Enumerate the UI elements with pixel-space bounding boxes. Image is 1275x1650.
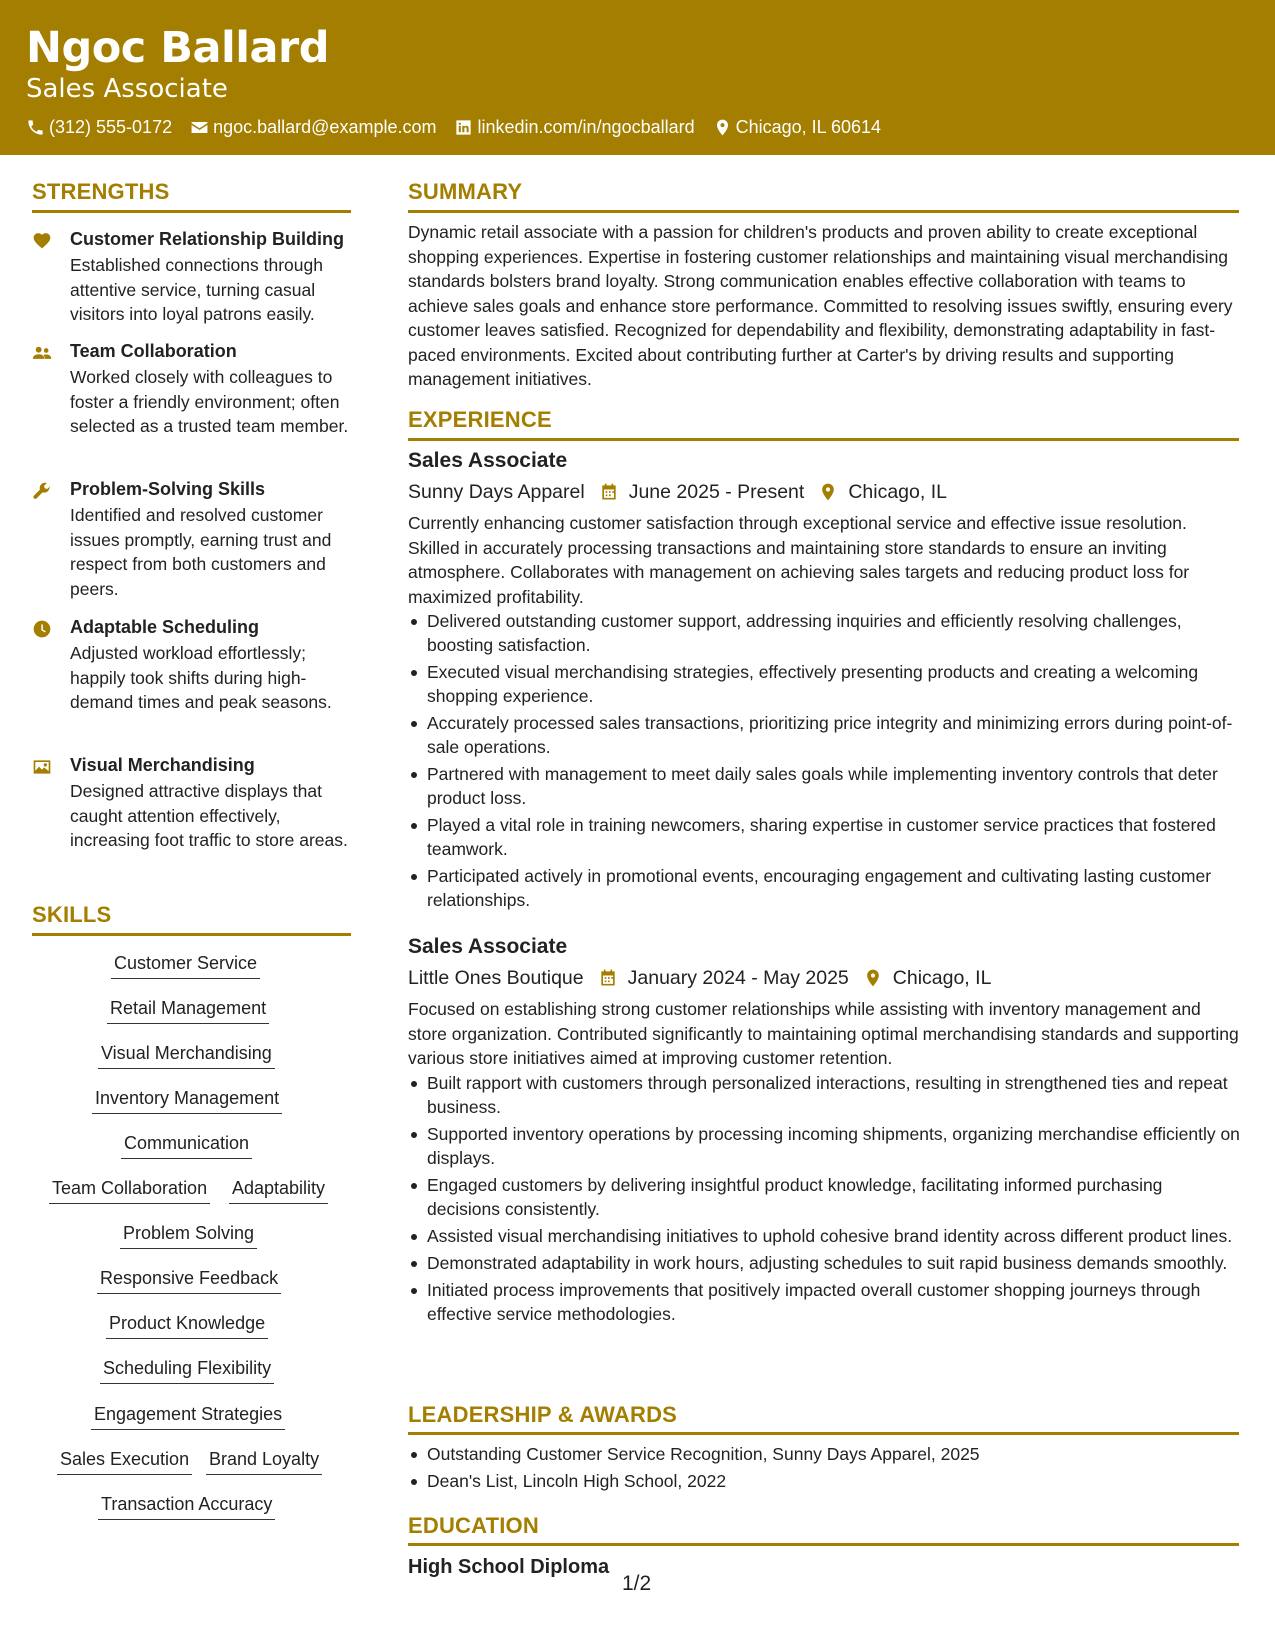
summary-heading: SUMMARY [408,179,523,204]
job-location: Chicago, IL [892,967,992,989]
phone-icon [26,118,45,137]
bullet-item: Executed visual merchandising strategies, effectively presenting products and creating a welcoming shopping experience. [408,660,1240,708]
strength-description: Worked closely with colleagues to foster a friendly environment; often selected as a trusted team member. [70,367,349,436]
job-dates: January 2024 - May 2025 [627,967,849,989]
section-divider [408,210,1239,213]
skill-tag: Adaptability [229,1176,328,1204]
job-bullets [408,609,1240,912]
page-number: 1/2 [622,1572,652,1595]
strength-title: Problem-Solving Skills [70,479,266,499]
awards-heading: LEADERSHIP & AWARDS [408,1402,678,1427]
education-degree: High School Diploma [408,1556,610,1578]
envelope-icon [190,118,209,137]
bullet-item: Built rapport with customers through personalized interactions, resulting in strengthened ties and repeat business. [408,1071,1240,1119]
job-company: Sunny Days Apparel [408,481,585,503]
skill-tag: Brand Loyalty [206,1447,322,1475]
contact-email[interactable] [190,115,436,139]
contact-bar [26,115,881,139]
bullet-item: Initiated process improvements that positively impacted overall customer shopping journeys through effective service methodologies. [408,1278,1240,1326]
location-pin-icon [863,968,883,988]
skill-tag: Responsive Feedback [97,1266,281,1294]
calendar-icon [598,968,618,988]
contact-text: Chicago, IL 60614 [735,117,882,137]
education-heading: EDUCATION [408,1513,539,1538]
job-meta [408,964,1240,992]
bullet-item: Accurately processed sales transactions, prioritizing price integrity and minimizing errors during point-of-sale operations. [408,711,1240,759]
strength-description: Adjusted workload effortlessly; happily took shifts during high-demand times and peak seasons. [70,643,332,712]
candidate-name: Ngoc Ballard [26,23,330,73]
skill-tag: Customer Service [111,951,260,979]
strengths-heading: STRENGTHS [32,179,170,204]
clock-icon [32,619,54,639]
contact-phone[interactable] [26,115,172,139]
skill-tag: Scheduling Flexibility [100,1356,274,1384]
job-title: Sales Associate [408,449,568,472]
bullet-item: Partnered with management to meet daily sales goals while implementing inventory controls that deter product loss. [408,762,1240,810]
location-pin-icon [818,482,838,502]
skill-tag: Engagement Strategies [91,1402,285,1430]
bullet-item: Participated actively in promotional events, encouraging engagement and cultivating lasting customer relationships. [408,864,1240,912]
linkedin-icon [454,118,473,137]
section-divider [408,438,1239,441]
job-location: Chicago, IL [848,481,947,503]
contact-text: (312) 555-0172 [49,117,173,137]
section-divider [32,210,351,213]
calendar-icon [599,482,619,502]
job-bullets [408,1071,1240,1326]
section-divider [408,1432,1239,1435]
skill-tag: Retail Management [107,996,269,1024]
bullet-item: Played a vital role in training newcomers, sharing expertise in customer service practices that fostered teamwork. [408,813,1240,861]
job-company: Little Ones Boutique [408,967,584,989]
contact-location [713,115,881,139]
section-divider [408,1543,1239,1546]
header-banner [0,0,1275,155]
strength-title: Team Collaboration [70,341,237,361]
award-item: Dean's List, Lincoln High School, 2022 [408,1469,1240,1493]
award-item: Outstanding Customer Service Recognition, Sunny Days Apparel, 2025 [408,1442,1240,1466]
job-meta [408,478,1240,506]
heart-icon [32,231,54,251]
awards-list [408,1442,1240,1493]
candidate-role: Sales Associate [26,74,228,104]
job-title: Sales Associate [408,935,568,958]
strength-description: Identified and resolved customer issues promptly, earning trust and respect from both customers and peers. [70,505,332,599]
bullet-item: Delivered outstanding customer support, addressing inquiries and efficiently resolving challenges, boosting satisfaction. [408,609,1240,657]
contact-text: linkedin.com/in/ngocballard [477,117,695,137]
image-icon [32,757,54,777]
strength-title: Customer Relationship Building [70,229,345,249]
summary-text: Dynamic retail associate with a passion for children's products and proven ability to create exceptional shopping experiences. Expertise in fostering customer relationships and maintaining visual merchandising standards bolsters brand loyalty. Strong communication enables effective collaboration with teams to achieve sales goals and enhance store performance. Committed to resolving issues swiftly, ensuring every customer leaves satisfied. Recognized for dependability and flexibility, demonstrating adaptability in fast-paced environments. Excited about contributing further at Carter's by driving results and supporting management initiatives. [408,222,1233,389]
skill-tag: Sales Execution [57,1447,192,1475]
bullet-item: Supported inventory operations by processing incoming shipments, organizing merchandise efficiently on displays. [408,1122,1240,1170]
location-pin-icon [713,118,732,137]
skill-tag: Product Knowledge [106,1311,268,1339]
job-entry [408,933,1240,1329]
job-dates: June 2025 - Present [628,481,805,503]
contact-linkedin[interactable] [454,115,694,139]
strength-title: Visual Merchandising [70,755,255,775]
skill-tag: Team Collaboration [49,1176,210,1204]
wrench-icon [32,481,54,501]
strength-title: Adaptable Scheduling [70,617,260,637]
users-icon [32,343,54,363]
strength-description: Designed attractive displays that caught attention effectively, increasing foot traffic to store areas. [70,781,348,850]
bullet-item: Engaged customers by delivering insightful product knowledge, facilitating informed purchasing decisions consistently. [408,1173,1240,1221]
section-divider [32,933,351,936]
skill-tag: Visual Merchandising [98,1041,275,1069]
skill-tag: Transaction Accuracy [98,1492,275,1520]
job-entry [408,447,1240,915]
skills-heading: SKILLS [32,902,112,927]
experience-heading: EXPERIENCE [408,407,552,432]
job-summary: Currently enhancing customer satisfaction through exceptional service and effective issue resolution. Skilled in accurately processing transactions and maintaining store standards to ensure an inviting atmosphere. Collaborates with management on achieving sales targets and reducing product loss for maximized profitability. [408,513,1190,607]
bullet-item: Assisted visual merchandising initiatives to uphold cohesive brand identity across different product lines. [408,1224,1240,1248]
bullet-item: Demonstrated adaptability in work hours, adjusting schedules to suit rapid business demands smoothly. [408,1251,1240,1275]
skill-tag: Inventory Management [92,1086,282,1114]
contact-text: ngoc.ballard@example.com [213,117,437,137]
skill-tag: Problem Solving [120,1221,257,1249]
job-summary: Focused on establishing strong customer relationships while assisting with inventory management and store organization. Contributed significantly to maintaining optimal merchandising standards and supporting various store initiatives aimed at improving customer retention. [408,999,1239,1068]
strength-description: Established connections through attentive service, turning casual visitors into loyal patrons easily. [70,255,323,324]
skill-tag: Communication [121,1131,252,1159]
